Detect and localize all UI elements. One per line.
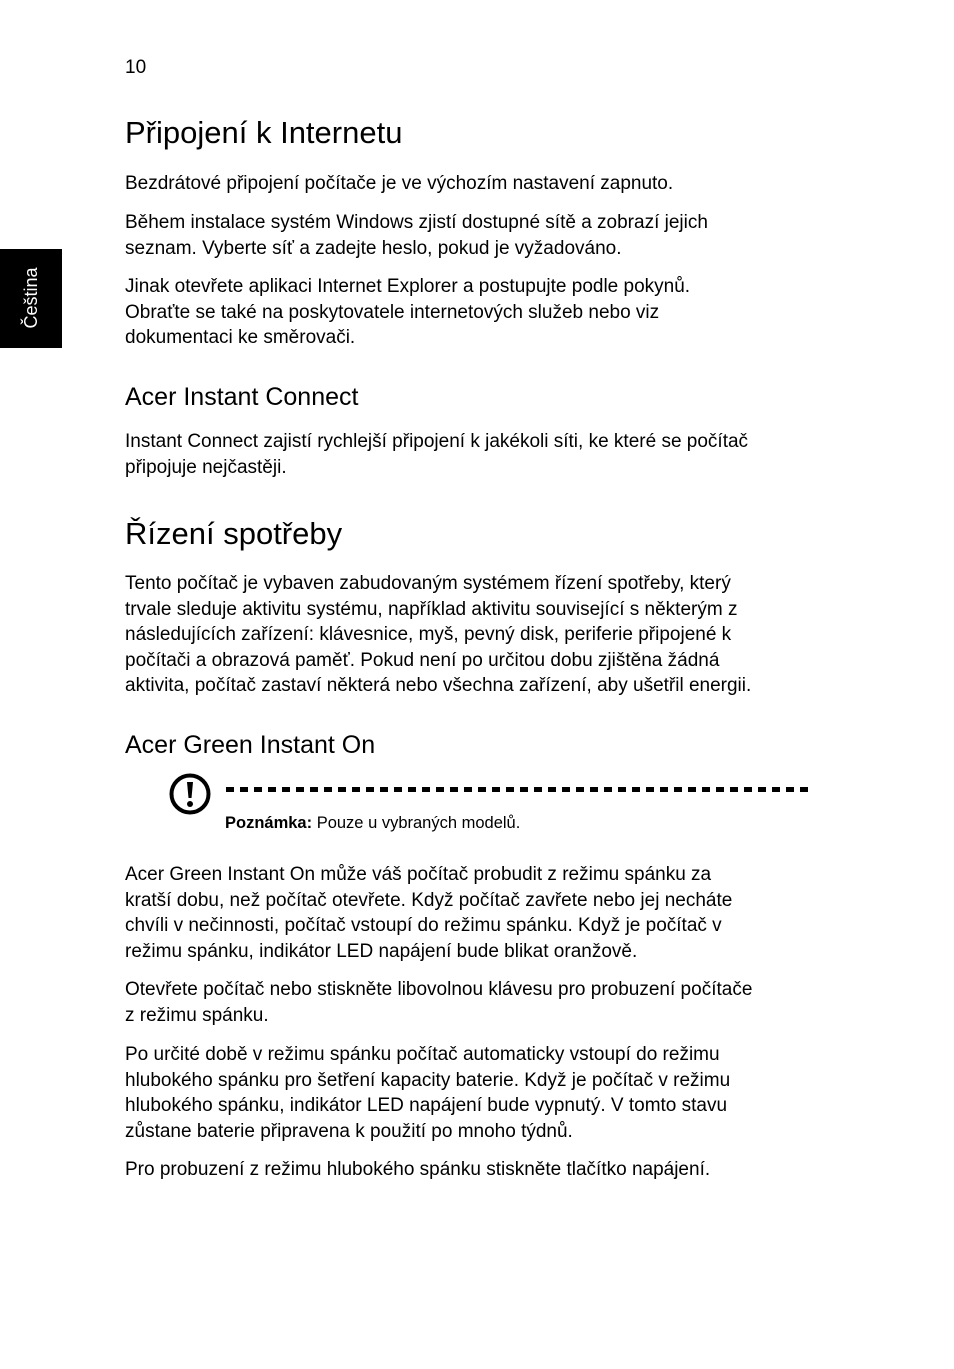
text-line: připojuje nejčastěji. bbox=[125, 456, 287, 478]
paragraph bbox=[125, 1157, 825, 1183]
paragraph bbox=[125, 977, 825, 1028]
language-side-tab bbox=[0, 249, 62, 348]
text-line: dokumentaci ke směrovači. bbox=[125, 327, 356, 348]
paragraph bbox=[125, 571, 825, 699]
text-line: Během instalace systém Windows zjistí dostupné sítě a zobrazí jejich bbox=[125, 212, 708, 233]
text-line: Bezdrátové připojení počítače je ve výchozím nastavení zapnuto. bbox=[125, 173, 674, 194]
text-line: seznam. Vyberte síť a zadejte heslo, pokud je vyžadováno. bbox=[125, 237, 622, 259]
text-line: režimu spánku, indikátor LED napájení bude blikat oranžově. bbox=[125, 940, 638, 962]
section-title-internet: Připojení k Internetu bbox=[125, 115, 403, 150]
text-line: hlubokého spánku pro šetření kapacity baterie. Když je počítač v režimu bbox=[125, 1069, 731, 1091]
paragraph bbox=[125, 171, 825, 197]
section-title-power-management: Řízení spotřeby bbox=[125, 516, 343, 551]
subsection-title-green-instant-on: Acer Green Instant On bbox=[125, 731, 376, 759]
text-line: z režimu spánku. bbox=[125, 1004, 269, 1026]
text-line: Instant Connect zajistí rychlejší připojení k jakékoli síti, ke které se počítač bbox=[125, 431, 749, 452]
paragraph bbox=[125, 1042, 825, 1144]
paragraph bbox=[125, 429, 825, 480]
paragraph bbox=[125, 210, 825, 261]
text-line: trvale sleduje aktivitu systému, například aktivitu související s některým z bbox=[125, 598, 738, 620]
paragraph bbox=[125, 274, 825, 351]
paragraph bbox=[125, 862, 825, 964]
text-line: Otevřete počítač nebo stiskněte libovolnou klávesu pro probuzení počítače bbox=[125, 979, 753, 1000]
note-text: Pouze u vybraných modelů. bbox=[312, 814, 521, 832]
text-line: kratší dobu, než počítač otevřete. Když počítač zavřete nebo jej necháte bbox=[125, 889, 733, 911]
text-line: chvíli v nečinnosti, počítač vstoupí do režimu spánku. Když je počítač v bbox=[125, 915, 722, 936]
text-line: Tento počítač je vybaven zabudovaným systémem řízení spotřeby, který bbox=[125, 573, 731, 594]
text-line: hlubokého spánku, indikátor LED napájení bude vypnutý. V tomto stavu bbox=[125, 1095, 728, 1116]
text-line: aktivita, počítač zastaví některá nebo všechna zařízení, aby ušetřil energii. bbox=[125, 675, 752, 696]
note-dotted-rule bbox=[226, 787, 809, 792]
note bbox=[225, 813, 520, 833]
text-line: Po určité době v režimu spánku počítač automaticky vstoupí do režimu bbox=[125, 1044, 720, 1065]
exclamation-circle-icon bbox=[169, 773, 211, 815]
text-line: Obraťte se také na poskytovatele internetových služeb nebo viz bbox=[125, 301, 660, 323]
text-line: následujících zařízení: klávesnice, myš, pevný disk, periferie připojené k bbox=[125, 624, 732, 645]
subsection-title-instant-connect: Acer Instant Connect bbox=[125, 383, 359, 411]
text-line: počítači a obrazová paměť. Pokud není po určitou dobu zjištěna žádná bbox=[125, 649, 720, 671]
language-side-tab-label: Čeština bbox=[21, 267, 41, 329]
text-line: Acer Green Instant On může váš počítač probudit z režimu spánku za bbox=[125, 864, 712, 885]
page-number: 10 bbox=[125, 57, 147, 78]
text-line: Jinak otevřete aplikaci Internet Explorer a postupujte podle pokynů. bbox=[125, 276, 691, 297]
text-line: zůstane baterie připravena k použití po mnoho týdnů. bbox=[125, 1120, 573, 1142]
note-label: Poznámka: bbox=[225, 814, 313, 832]
text-line: Pro probuzení z režimu hlubokého spánku stiskněte tlačítko napájení. bbox=[125, 1159, 711, 1180]
